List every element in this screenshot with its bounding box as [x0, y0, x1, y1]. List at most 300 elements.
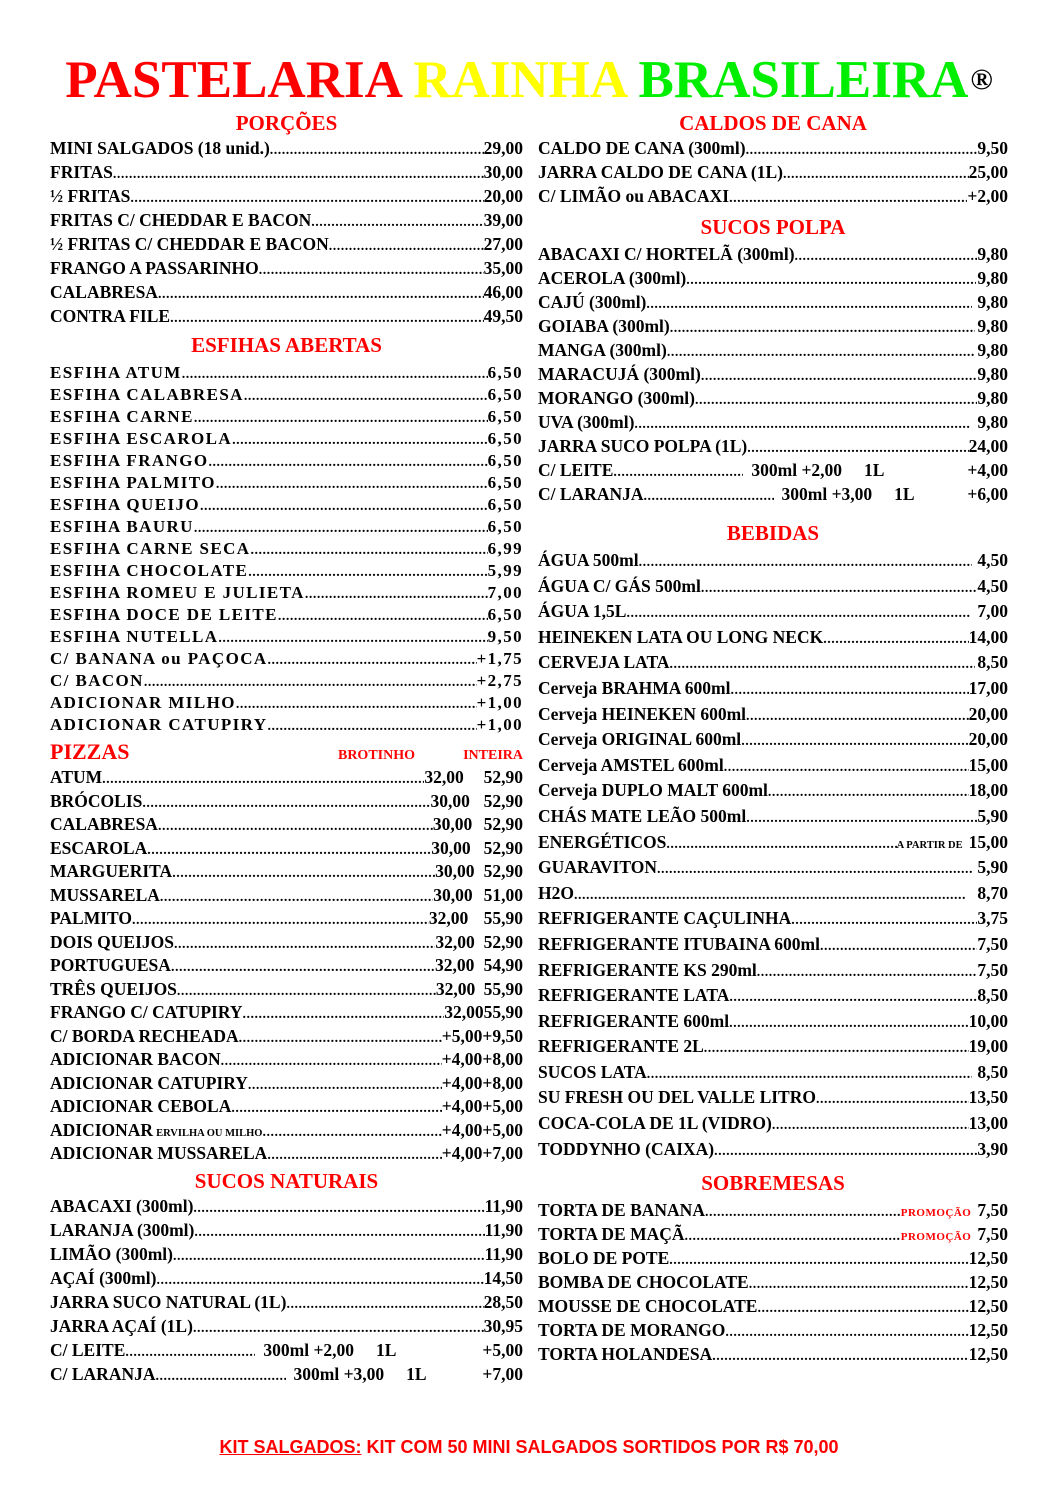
menu-item — [538, 830, 1008, 856]
menu-item — [538, 804, 1008, 830]
pizza-row — [50, 1142, 523, 1166]
dot-leader — [729, 985, 977, 1011]
item-name: ESFIHA CHOCOLATE — [50, 561, 249, 580]
title-part-green: BRASILEIRA — [638, 51, 969, 109]
item-name: ESFIHA CARNE — [50, 407, 194, 426]
left-column — [50, 110, 523, 1386]
menu-item — [538, 548, 1008, 574]
item-name: ESFIHA ROMEU E JULIETA — [50, 583, 305, 602]
item-name: ESFIHA BAURU — [50, 517, 194, 536]
dot-leader — [729, 1011, 969, 1037]
dot-leader — [701, 576, 978, 602]
dot-leader — [239, 1027, 442, 1051]
item-name: COCA-COLA DE 1L (VIDRO) — [538, 1113, 772, 1134]
item-name: ½ FRITAS C/ CHEDDAR E BACON — [50, 234, 329, 254]
item-name: LARANJA (300ml) — [50, 1219, 195, 1240]
price-inteira: +5,00 — [482, 1096, 523, 1116]
item-price: 9,50 — [977, 138, 1008, 158]
item-name: ESCAROLA — [50, 837, 148, 858]
item-price: 29,00 — [483, 138, 523, 158]
dot-leader — [177, 980, 436, 1004]
menu-item — [538, 932, 1008, 958]
menu-item — [538, 1198, 1008, 1222]
item-name: ESFIHA PALMITO — [50, 473, 216, 492]
dot-leader — [174, 933, 435, 957]
item-price: 13,50 — [968, 1087, 1008, 1108]
menu-item — [538, 314, 1008, 338]
item-name: ESFIHA CALABRESA — [50, 385, 244, 404]
dot-leader — [657, 857, 973, 883]
section-heading: ESFIHAS ABERTAS — [191, 333, 382, 357]
menu-item — [50, 714, 523, 736]
dot-leader — [724, 755, 969, 781]
dot-leader — [749, 1273, 969, 1297]
item-name: ADICIONAR CEBOLA — [50, 1096, 232, 1116]
size-small-price: 300ml +2,00 — [751, 460, 843, 480]
menu-item — [50, 184, 523, 208]
item-name: CHÁS MATE LEÃO 500ml — [538, 805, 747, 826]
item-price: 6,50 — [487, 407, 523, 426]
price-brotinho: 30,00 — [433, 884, 473, 905]
dot-leader — [686, 269, 976, 293]
item-price: 9,80 — [977, 268, 1008, 288]
dot-leader — [757, 960, 978, 986]
column-brotinho: BROTINHO — [337, 748, 415, 763]
menu-item — [538, 625, 1008, 651]
size-small-price: 300ml +2,00 — [263, 1339, 355, 1360]
item-name: FRITAS — [50, 162, 113, 182]
item-price: 5,90 — [977, 805, 1008, 826]
size-large: 1L — [864, 460, 885, 480]
item-name: ESFIHA CARNE SECA — [50, 539, 251, 558]
menu-item — [50, 670, 523, 692]
promo-badge: PROMOÇÃO — [900, 1231, 972, 1244]
item-name: FRANGO A PASSARINHO — [50, 258, 259, 278]
dot-leader — [218, 628, 487, 650]
menu-item — [50, 362, 523, 384]
item-note: ERVILHA OU MILHO — [156, 1127, 263, 1139]
menu-item — [50, 472, 523, 494]
menu-item — [50, 1290, 523, 1314]
dot-leader — [286, 1293, 483, 1317]
pizza-row — [50, 1001, 523, 1025]
price-brotinho: 32,00 — [434, 955, 475, 975]
size-small-price: 300ml +3,00 — [781, 484, 873, 504]
item-price: 6,99 — [487, 539, 523, 558]
dot-leader — [795, 245, 978, 269]
price-brotinho: +4,00 — [441, 1049, 483, 1069]
menu-item — [538, 458, 1008, 482]
dot-leader — [158, 815, 433, 839]
dot-leader — [768, 780, 969, 806]
item-price: 9,80 — [977, 412, 1008, 432]
section-bebidas — [538, 520, 1008, 1162]
menu-item — [538, 184, 1008, 208]
dot-leader — [147, 839, 431, 863]
section-porcoes — [50, 110, 523, 328]
menu-item — [538, 599, 1008, 625]
menu-item — [538, 1342, 1008, 1366]
menu-item — [50, 428, 523, 450]
dot-leader — [267, 716, 476, 738]
item-price: 20,00 — [483, 186, 523, 206]
item-name: BRÓCOLIS — [50, 790, 143, 811]
item-name: ADICIONAR — [50, 1119, 154, 1140]
item-name: SUCOS LATA — [538, 1061, 647, 1082]
item-name: ADICIONAR MILHO — [50, 693, 236, 712]
menu-item — [50, 692, 523, 714]
item-price: 20,00 — [968, 729, 1008, 750]
item-name: REFRIGERANTE 600ml — [538, 1010, 730, 1031]
title-part-red: PASTELARIA — [65, 51, 400, 109]
item-price: 6,50 — [487, 517, 523, 536]
size-large: 1L — [376, 1339, 397, 1360]
item-name: ADICIONAR CATUPIRY — [50, 1072, 248, 1093]
item-price: 8,50 — [977, 1061, 1008, 1082]
pizza-row — [50, 884, 523, 908]
dot-leader — [248, 1074, 442, 1098]
menu-item — [538, 1085, 1008, 1111]
pizza-row — [50, 1025, 523, 1049]
menu-item — [538, 434, 1008, 458]
section-heading: SOBREMESAS — [701, 1171, 845, 1196]
pizza-row — [50, 1072, 523, 1096]
menu-item — [50, 626, 523, 648]
menu-item — [538, 778, 1008, 804]
dot-leader — [695, 389, 977, 413]
price-brotinho: 32,00 — [435, 978, 476, 999]
item-price: 9,80 — [977, 292, 1008, 312]
item-price: +1,75 — [476, 649, 523, 668]
item-name: TORTA HOLANDESA — [538, 1344, 713, 1365]
kit-salgados-banner — [0, 1437, 1058, 1458]
dot-leader — [746, 806, 977, 832]
item-note: A PARTIR DE — [896, 839, 963, 851]
item-name: CALABRESA — [50, 282, 158, 302]
item-name: PORTUGUESA — [50, 955, 171, 975]
dot-leader — [646, 293, 972, 317]
menu-item — [50, 1218, 523, 1242]
item-name: ABACAXI C/ HORTELÃ (300ml) — [538, 244, 795, 264]
item-name: REFRIGERANTE 2L — [538, 1036, 704, 1057]
dot-leader — [244, 386, 488, 408]
dot-leader — [113, 163, 484, 187]
dot-leader — [823, 627, 968, 653]
menu-item — [538, 290, 1008, 314]
item-name: REFRIGERANTE KS 290ml — [538, 959, 757, 980]
item-name: ESFIHA NUTELLA — [50, 627, 219, 646]
dot-leader — [670, 317, 975, 341]
dot-leader — [194, 518, 488, 540]
item-price: 3,75 — [977, 908, 1008, 929]
item-name: ATUM — [50, 767, 103, 787]
dot-leader — [701, 365, 978, 389]
item-price: 7,00 — [977, 601, 1008, 622]
item-name: REFRIGERANTE CAÇULINHA — [538, 908, 792, 929]
menu-item — [538, 676, 1008, 702]
item-price: 8,70 — [977, 882, 1008, 903]
item-name: HEINEKEN LATA OU LONG NECK — [538, 626, 824, 647]
item-price: 17,00 — [968, 677, 1008, 698]
menu-item — [50, 516, 523, 538]
dot-leader — [667, 341, 975, 365]
dot-leader — [262, 1121, 441, 1145]
item-price: 10,00 — [968, 1010, 1008, 1031]
item-price: 20,00 — [968, 703, 1008, 724]
kit-salgados-text: KIT COM 50 MINI SALGADOS SORTIDOS POR R$ 70,00 — [361, 1437, 839, 1457]
item-price: 12,50 — [968, 1344, 1008, 1365]
item-price: 6,50 — [487, 605, 523, 624]
menu-item — [50, 1194, 523, 1218]
item-price: 39,00 — [483, 210, 523, 230]
item-name: C/ LEITE — [50, 1339, 126, 1360]
item-name: ADICIONAR CATUPIRY — [50, 715, 268, 734]
item-name: JARRA AÇAÍ (1L) — [50, 1315, 193, 1336]
item-name: TORTA DE BANANA — [538, 1200, 705, 1221]
dot-leader — [132, 909, 429, 933]
item-price: 9,80 — [977, 388, 1008, 408]
item-name: AÇAÍ (300ml) — [50, 1267, 157, 1288]
section-esfihas — [50, 332, 523, 736]
dot-leader — [669, 652, 974, 678]
price-inteira: 55,90 — [483, 978, 523, 999]
price-inteira: 54,90 — [483, 955, 523, 975]
menu-item — [50, 1362, 523, 1386]
dot-leader — [816, 1087, 969, 1113]
item-price: 24,00 — [968, 436, 1008, 456]
item-name: TORTA DE MORANGO — [538, 1320, 726, 1341]
dot-leader — [182, 364, 488, 386]
dot-leader — [267, 1144, 441, 1168]
section-heading: CALDOS DE CANA — [679, 111, 867, 135]
item-name: ADICIONAR BACON — [50, 1049, 221, 1069]
item-price: 4,50 — [977, 575, 1008, 596]
price-inteira: 52,90 — [483, 861, 523, 881]
dot-leader — [783, 163, 969, 187]
pizza-row — [50, 1095, 523, 1119]
size-small-price: 300ml +3,00 — [293, 1363, 385, 1384]
item-price: 6,50 — [487, 495, 523, 514]
item-name: MORANGO (300ml) — [538, 388, 695, 408]
item-price: +2,00 — [967, 186, 1008, 206]
menu-item — [50, 280, 523, 304]
item-name: FRANGO C/ CATUPIRY — [50, 1002, 243, 1022]
section-pizzas — [50, 738, 523, 1166]
item-price: +7,00 — [482, 1363, 523, 1384]
item-name: Cerveja HEINEKEN 600ml — [538, 703, 747, 724]
menu-item — [538, 753, 1008, 779]
item-price: 12,50 — [968, 1248, 1008, 1269]
item-price: 28,50 — [483, 1291, 523, 1312]
price-brotinho: +4,00 — [441, 1072, 483, 1093]
menu-item — [538, 1294, 1008, 1318]
pizza-row — [50, 931, 523, 955]
pizza-row — [50, 1119, 523, 1143]
dot-leader — [160, 886, 433, 910]
price-brotinho: +4,00 — [441, 1096, 483, 1116]
price-brotinho: 30,00 — [430, 790, 470, 811]
dot-leader — [647, 1062, 973, 1088]
item-price: 9,50 — [487, 627, 523, 646]
menu-item — [50, 1314, 523, 1338]
item-price: 19,00 — [968, 1036, 1008, 1057]
menu-item — [538, 958, 1008, 984]
dot-leader — [639, 550, 972, 576]
item-name: C/ LIMÃO ou ABACAXI — [538, 186, 730, 206]
item-name: JARRA CALDO DE CANA (1L) — [538, 162, 784, 182]
item-name: LIMÃO (300ml) — [50, 1243, 173, 1264]
menu-item — [50, 538, 523, 560]
menu-item — [50, 560, 523, 582]
menu-item — [50, 136, 523, 160]
menu-item — [50, 450, 523, 472]
item-name: FRITAS C/ CHEDDAR E BACON — [50, 210, 312, 230]
item-price: +1,00 — [476, 693, 523, 712]
item-price: 7,50 — [977, 1224, 1008, 1245]
item-name: C/ BORDA RECHEADA — [50, 1025, 239, 1046]
item-name: MUSSARELA — [50, 884, 160, 905]
item-name: ESFIHA DOCE DE LEITE — [50, 605, 278, 624]
dot-leader — [729, 187, 967, 211]
dot-leader — [329, 235, 484, 259]
dot-leader — [208, 452, 487, 474]
dot-leader — [757, 1297, 968, 1321]
menu-item — [50, 304, 523, 328]
item-name: MOUSSE DE CHOCOLATE — [538, 1296, 758, 1317]
menu-item — [50, 384, 523, 406]
price-inteira: 55,90 — [483, 908, 523, 928]
menu-item — [538, 136, 1008, 160]
item-price: 6,50 — [487, 473, 523, 492]
item-name: CONTRA FILE — [50, 306, 171, 326]
price-brotinho: +5,00 — [441, 1025, 483, 1046]
item-name: C/ BANANA ou PAÇOCA — [50, 649, 268, 668]
item-price: 15,00 — [968, 754, 1008, 775]
dot-leader — [746, 704, 969, 730]
dot-leader — [248, 562, 487, 584]
item-name: BOMBA DE CHOCOLATE — [538, 1272, 749, 1293]
item-price: 7,50 — [977, 959, 1008, 980]
menu-item — [538, 983, 1008, 1009]
item-price: 11,90 — [484, 1219, 523, 1240]
section-caldos — [538, 110, 1008, 208]
dot-leader — [714, 1139, 977, 1165]
menu-item — [50, 1266, 523, 1290]
dot-leader — [173, 1245, 485, 1269]
price-brotinho: 30,00 — [431, 837, 471, 858]
item-price: 6,50 — [487, 363, 523, 382]
item-name: ESFIHA ATUM — [50, 363, 182, 382]
menu-item — [538, 855, 1008, 881]
pizza-row — [50, 860, 523, 884]
section-sucos-naturais — [50, 1168, 523, 1386]
item-price: 5,99 — [487, 561, 523, 580]
item-price: 7,00 — [487, 583, 523, 602]
size-large: 1L — [894, 484, 915, 504]
right-column — [538, 110, 1008, 1366]
price-brotinho: 30,00 — [432, 814, 473, 834]
price-brotinho: 30,00 — [435, 861, 475, 881]
menu-item — [50, 582, 523, 604]
section-heading: SUCOS NATURAIS — [194, 1168, 379, 1193]
section-heading: PIZZAS — [50, 739, 130, 764]
item-name: BOLO DE POTE — [538, 1248, 670, 1269]
menu-item — [538, 1318, 1008, 1342]
item-price: 6,50 — [487, 385, 523, 404]
item-price: 15,00 — [968, 831, 1008, 852]
menu-item — [538, 906, 1008, 932]
menu-item — [538, 1009, 1008, 1035]
dot-leader — [250, 540, 487, 562]
item-price: 11,90 — [484, 1195, 523, 1216]
item-price: 12,50 — [968, 1296, 1008, 1317]
item-price: 49,50 — [483, 306, 523, 326]
size-large: 1L — [406, 1363, 427, 1384]
dot-leader — [232, 430, 488, 452]
menu-item — [538, 242, 1008, 266]
page-title — [0, 50, 1058, 110]
price-inteira: +5,00 — [482, 1119, 523, 1140]
pizza-row — [50, 837, 523, 861]
price-brotinho: 32,00 — [444, 1002, 484, 1022]
price-inteira: 52,90 — [483, 931, 523, 952]
menu-item — [50, 256, 523, 280]
menu-item — [538, 410, 1008, 434]
item-price: 35,00 — [483, 258, 523, 278]
menu-item — [50, 494, 523, 516]
item-price: 12,50 — [968, 1320, 1008, 1341]
item-price: 30,00 — [483, 162, 523, 182]
dot-leader — [311, 211, 483, 235]
dot-leader — [231, 1097, 441, 1121]
item-price: 8,50 — [977, 652, 1008, 673]
menu-item — [50, 406, 523, 428]
menu-item — [538, 1222, 1008, 1246]
item-name: C/ LARANJA — [538, 484, 644, 504]
menu-item — [538, 1137, 1008, 1163]
dot-leader — [200, 496, 488, 518]
item-name: MINI SALGADOS (18 unid.) — [50, 138, 270, 158]
item-price: +2,75 — [476, 671, 523, 690]
item-price: +1,00 — [476, 715, 523, 734]
item-price: 9,80 — [977, 340, 1008, 360]
dot-leader — [685, 1225, 901, 1249]
dot-leader — [259, 259, 484, 283]
item-name: Cerveja ORIGINAL 600ml — [538, 729, 742, 750]
dot-leader — [171, 956, 435, 980]
section-heading: SUCOS POLPA — [700, 215, 846, 239]
price-brotinho: 32,00 — [428, 908, 469, 928]
item-name: TODDYNHO (CAIXA) — [538, 1138, 715, 1159]
price-inteira: +8,00 — [482, 1072, 523, 1093]
dot-leader — [704, 1036, 969, 1062]
menu-item — [538, 650, 1008, 676]
item-name: CALABRESA — [50, 814, 158, 834]
item-price: 11,90 — [484, 1243, 523, 1264]
section-sobremesas — [538, 1170, 1008, 1366]
menu-item — [538, 1060, 1008, 1086]
item-name: MARACUJÁ (300ml) — [538, 364, 701, 384]
dot-leader — [626, 601, 970, 627]
dot-leader — [170, 307, 484, 331]
item-price: 13,00 — [968, 1113, 1008, 1134]
menu-item — [50, 604, 523, 626]
pizza-row — [50, 766, 523, 790]
section-heading: PORÇÕES — [235, 111, 338, 135]
menu-item — [538, 160, 1008, 184]
item-price: 14,00 — [968, 626, 1008, 647]
item-name: UVA (300ml) — [538, 412, 635, 432]
